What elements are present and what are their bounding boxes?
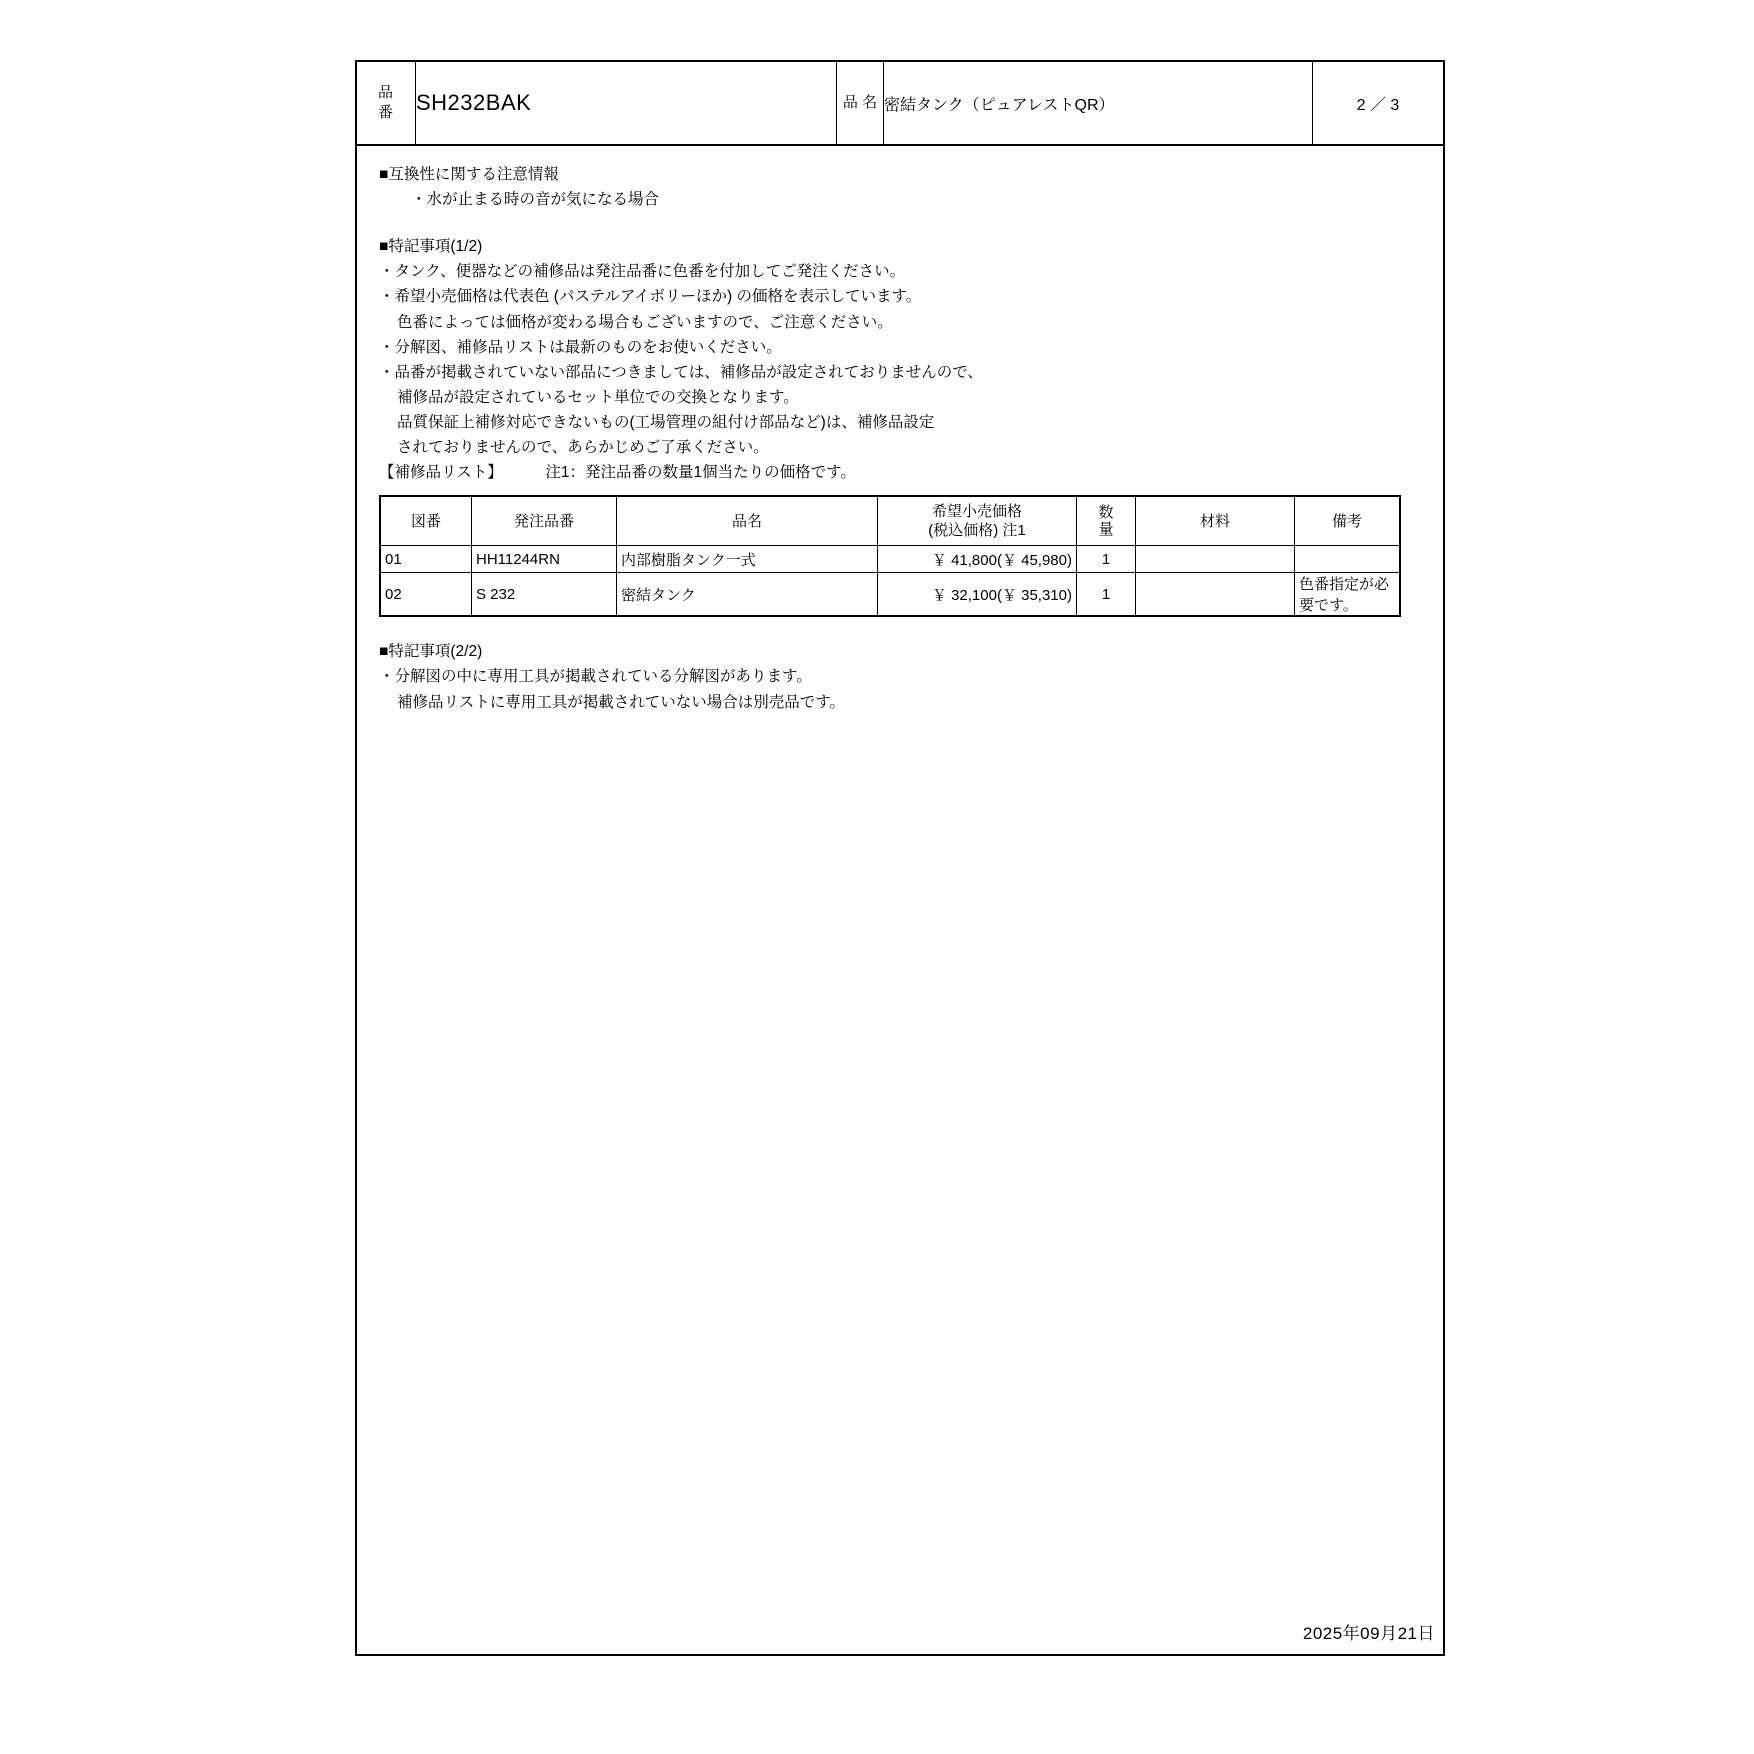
column-header-price-line2: (税込価格) 注1 [928,522,1026,540]
product-name-value: 密結タンク（ピュアレストQR） [884,61,1313,145]
cell-zuban: 02 [380,573,472,617]
product-name-label [837,61,884,145]
cell-order-code: S 232 [472,573,617,617]
notes2-heading: ■特記事項(2/2) [379,643,483,661]
column-header-price-line1: 希望小売価格 [931,503,1022,521]
notes1-item: されておりませんので、あらかじめご了承ください。 [397,439,769,457]
cell-order-code: HH11244RN [472,546,617,573]
notes1-item: ・品番が掲載されていない部品につきましては、補修品が設定されておりませんので、 [379,363,983,381]
cell-remarks: 色番指定が必要です。 [1295,573,1401,617]
column-header-order-code: 発注品番 [472,496,617,546]
column-header-material: 材料 [1136,496,1295,546]
header-table [355,60,1445,146]
cell-quantity: 1 [1077,573,1136,617]
table-row [380,546,1400,573]
cell-material [1136,546,1295,573]
product-code-value: SH232BAK [416,61,837,145]
column-header-quantity-char-2: 量 [1098,521,1114,539]
cell-remarks [1295,546,1401,573]
column-header-remarks: 備考 [1295,496,1401,546]
notes1-item: ・タンク、便器などの補修品は発注品番に色番を付加してご発注ください。 [379,263,906,281]
parts-table-header-row [380,496,1400,546]
notes2-item: 補修品リストに専用工具が掲載されていない場合は別売品です。 [397,693,845,711]
page-indicator: 2 ／ 3 [1313,61,1445,145]
cell-zuban: 01 [380,546,472,573]
cell-price: ￥ 32,100(￥ 35,310) [878,573,1077,617]
column-header-item-name: 品名 [617,496,878,546]
product-name-label-char-1: 品 [842,93,858,111]
notes1-item: ・分解図、補修品リストは最新のものをお使いください。 [379,338,782,356]
column-header-quantity [1077,496,1136,546]
notes1-item: 色番によっては価格が変わる場合もございますので、ご注意ください。 [397,313,893,331]
parts-list-note: 注1：発注品番の数量1個当たりの価格です。 [545,464,856,482]
notes1-heading: ■特記事項(1/2) [379,238,483,256]
footer-date: 2025年09月21日 [1302,1624,1435,1643]
compat-item: ・水が止まる時の音が気になる場合 [411,191,660,209]
product-name-label-char-2: 名 [862,93,878,111]
notes1-item: 補修品が設定されているセット単位での交換となります。 [397,388,799,406]
notes1-item: ・希望小売価格は代表色 (パステルアイボリーほか) の価格を表示しています。 [379,288,922,306]
column-header-quantity-char-1: 数 [1098,504,1114,522]
column-header-price [878,496,1077,546]
table-row [380,573,1400,617]
document-body [355,146,1445,1656]
cell-material [1136,573,1295,617]
product-code-label-char-1: 品 [377,83,394,101]
notes2-item: ・分解図の中に専用工具が掲載されている分解図があります。 [379,668,812,686]
document-page [355,60,1445,1677]
cell-item-name: 密結タンク [617,573,878,617]
compat-heading: ■互換性に関する注意情報 [379,166,559,183]
cell-item-name: 内部樹脂タンク一式 [617,546,878,573]
parts-list-title-line [379,460,1427,485]
parts-list-title: 【補修品リスト】 [379,464,503,482]
product-code-label-char-2: 番 [377,104,394,121]
cell-price: ￥ 41,800(￥ 45,980) [878,546,1077,573]
column-header-zuban: 図番 [380,496,472,546]
product-code-label [356,61,416,145]
parts-table [379,495,1401,617]
notes1-item: 品質保証上補修対応できないもの(工場管理の組付け部品など)は、補修品設定 [397,413,935,431]
cell-quantity: 1 [1077,546,1136,573]
